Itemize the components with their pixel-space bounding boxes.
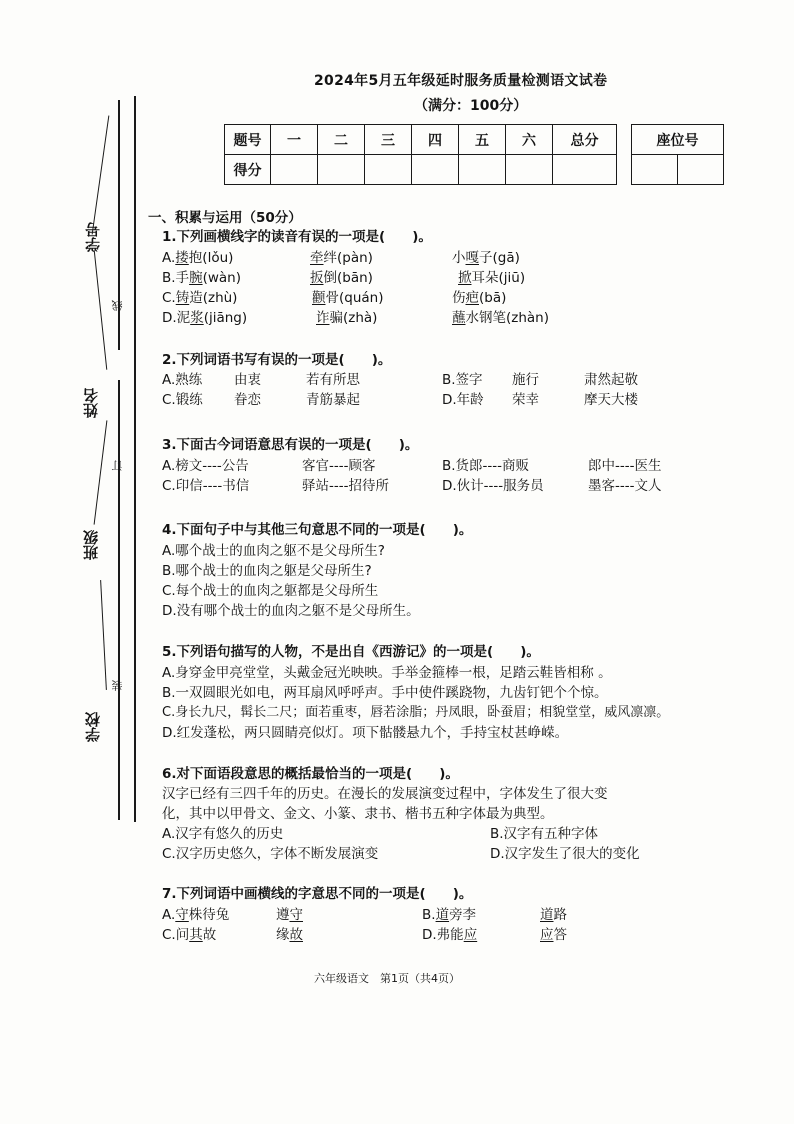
q6-option-a: A.汉字有悠久的历史 bbox=[162, 826, 284, 842]
score-header-cell: 题号 bbox=[225, 125, 271, 155]
question-3-stem: 3.下面古今词语意思有误的一项是( )。 bbox=[162, 437, 419, 453]
class-underline bbox=[94, 420, 108, 524]
score-cell[interactable] bbox=[412, 155, 459, 185]
score-header-cell: 六 bbox=[506, 125, 553, 155]
q1-option-b: B.手腕(wàn) bbox=[162, 270, 241, 286]
seat-number-cell[interactable] bbox=[678, 155, 724, 185]
score-header-cell: 二 bbox=[318, 125, 365, 155]
section-1-title: 一、积累与运用（50分） bbox=[148, 210, 302, 226]
q2-option-d-3: 摩天大楼 bbox=[584, 392, 638, 408]
score-table-header-row bbox=[225, 125, 617, 155]
exam-subtitle: （满分：100分） bbox=[414, 98, 528, 114]
q2-option-b-3: 肃然起敬 bbox=[584, 372, 638, 388]
q5-option-a: A.身穿金甲亮堂堂，头戴金冠光映映。手举金箍棒一根，足踏云鞋皆相称 。 bbox=[162, 665, 612, 681]
q7-option-c-1: C.问其故 bbox=[162, 927, 217, 943]
score-cell[interactable] bbox=[271, 155, 318, 185]
score-table bbox=[224, 124, 617, 185]
q1-option-c: C.铸造(zhù) bbox=[162, 290, 238, 306]
binding-line-outer bbox=[134, 96, 136, 822]
q6-option-d: D.汉字发生了很大的变化 bbox=[490, 846, 640, 862]
q2-option-a-3: 若有所思 bbox=[306, 372, 360, 388]
q7-option-a-1: A.守株待兔 bbox=[162, 907, 230, 923]
q3-option-b-1: B.货郎----商贩 bbox=[442, 458, 530, 474]
q2-option-a-1: A.熟练 bbox=[162, 372, 203, 388]
seat-number-label: 座位号 bbox=[632, 125, 724, 155]
q3-option-d-1: D.伙计----服务员 bbox=[442, 478, 544, 494]
q4-option-b: B.哪个战士的血肉之躯是父母所生? bbox=[162, 563, 372, 579]
q2-option-b-1: B.签字 bbox=[442, 372, 483, 388]
q1-option-d: D.泥浆(jiāng) bbox=[162, 310, 248, 326]
bind-mark: 订 bbox=[111, 460, 124, 471]
student-id-label: 学号 bbox=[84, 222, 102, 252]
q2-option-a-2: 由衷 bbox=[234, 372, 261, 388]
score-header-cell: 总分 bbox=[553, 125, 617, 155]
binding-line-inner bbox=[118, 100, 120, 350]
question-7-stem: 7.下列词语中画横线的字意思不同的一项是( )。 bbox=[162, 886, 473, 902]
score-header-cell: 四 bbox=[412, 125, 459, 155]
q1-option-b-2: 扳倒(bān) bbox=[310, 270, 373, 286]
page-footer: 六年级语文 第1页（共4页） bbox=[314, 972, 460, 985]
q3-option-a-1: A.榜文----公告 bbox=[162, 458, 249, 474]
q6-option-b: B.汉字有五种字体 bbox=[490, 826, 599, 842]
question-5-stem: 5.下列语句描写的人物，不是出自《西游记》的一项是( )。 bbox=[162, 644, 540, 660]
score-cell[interactable] bbox=[365, 155, 412, 185]
q2-option-c-3: 青筋暴起 bbox=[306, 392, 360, 408]
q7-option-d-2: 应答 bbox=[540, 927, 567, 943]
score-header-cell: 一 bbox=[271, 125, 318, 155]
score-header-cell: 五 bbox=[459, 125, 506, 155]
q3-option-a-2: 客官----顾客 bbox=[302, 458, 376, 474]
q6-passage-line-2: 化，其中以甲骨文、金文、小篆、隶书、楷书五种字体最为典型。 bbox=[162, 806, 554, 822]
score-table-score-row bbox=[225, 155, 617, 185]
class-label: 班级 bbox=[82, 530, 100, 560]
score-row-label: 得分 bbox=[225, 155, 271, 185]
score-cell[interactable] bbox=[459, 155, 506, 185]
line-mark: 线 bbox=[111, 300, 124, 311]
q5-option-b: B.一双圆眼光如电，两耳扇风呼呼声。手中使件蹊跷物，九齿钉钯个个惊。 bbox=[162, 685, 608, 701]
q1-option-a: A.搂抱(lǒu) bbox=[162, 250, 234, 266]
school-label: 学校 bbox=[84, 712, 102, 742]
school-underline bbox=[100, 580, 107, 690]
q5-option-d: D.红发蓬松，两只圆睛亮似灯。项下骷髅悬九个，手持宝杖甚峥嵘。 bbox=[162, 725, 569, 741]
score-cell[interactable] bbox=[506, 155, 553, 185]
student-id-underline bbox=[92, 116, 110, 235]
q6-passage-line-1: 汉字已经有三四千年的历史。在漫长的发展演变过程中，字体发生了很大变 bbox=[162, 786, 608, 802]
q4-option-a: A.哪个战士的血肉之躯不是父母所生? bbox=[162, 543, 385, 559]
question-6-stem: 6.对下面语段意思的概括最恰当的一项是( )。 bbox=[162, 766, 459, 782]
seal-mark: 装 bbox=[111, 680, 124, 691]
q2-option-c-1: C.锻练 bbox=[162, 392, 203, 408]
q5-option-c: C.身长九尺，髯长二尺；面若重枣，唇若涂脂；丹凤眼，卧蚕眉；相貌堂堂，威风凛凛。 bbox=[162, 705, 670, 720]
question-4-stem: 4.下面句子中与其他三句意思不同的一项是( )。 bbox=[162, 522, 473, 538]
q3-option-c-2: 驿站----招待所 bbox=[302, 478, 389, 494]
score-cell[interactable] bbox=[318, 155, 365, 185]
q1-option-d-3: 蘸水钢笔(zhàn) bbox=[452, 310, 550, 326]
name-underline bbox=[94, 250, 108, 369]
seat-table bbox=[631, 124, 724, 185]
q3-option-d-2: 墨客----文人 bbox=[588, 478, 662, 494]
seat-number-cell[interactable] bbox=[632, 155, 678, 185]
q7-option-d-1: D.弗能应 bbox=[422, 927, 478, 943]
q2-option-d-1: D.年龄 bbox=[442, 392, 484, 408]
q2-option-d-2: 荣幸 bbox=[512, 392, 539, 408]
q6-option-c: C.汉字历史悠久，字体不断发展演变 bbox=[162, 846, 379, 862]
q1-option-a-2: 牵绊(pàn) bbox=[310, 250, 373, 266]
binding-line-inner bbox=[118, 380, 120, 820]
q3-option-b-2: 郎中----医生 bbox=[588, 458, 662, 474]
q7-option-b-2: 道路 bbox=[540, 907, 567, 923]
q7-option-a-2: 遵守 bbox=[276, 907, 303, 923]
score-cell[interactable] bbox=[553, 155, 617, 185]
q1-option-b-3: 掀耳朵(jiū) bbox=[458, 270, 526, 286]
q7-option-b-1: B.道旁李 bbox=[422, 907, 477, 923]
score-header-cell: 三 bbox=[365, 125, 412, 155]
q4-option-c: C.每个战士的血肉之躯都是父母所生 bbox=[162, 583, 379, 599]
q7-option-c-2: 缘故 bbox=[276, 927, 303, 943]
q1-option-c-3: 伤疤(bā) bbox=[452, 290, 507, 306]
q4-option-d: D.没有哪个战士的血肉之躯不是父母所生。 bbox=[162, 603, 420, 619]
q3-option-c-1: C.印信----书信 bbox=[162, 478, 250, 494]
exam-title: 2024年5月五年级延时服务质量检测语文试卷 bbox=[314, 73, 608, 89]
question-2-stem: 2.下列词语书写有误的一项是( )。 bbox=[162, 352, 392, 368]
question-1-stem: 1.下列画横线字的读音有误的一项是( )。 bbox=[162, 229, 432, 245]
q2-option-c-2: 眷恋 bbox=[234, 392, 261, 408]
q1-option-c-2: 颧骨(quán) bbox=[312, 290, 384, 306]
q2-option-b-2: 施行 bbox=[512, 372, 539, 388]
q1-option-d-2: 诈骗(zhà) bbox=[316, 310, 378, 326]
name-label: 姓名 bbox=[82, 388, 100, 418]
q1-option-a-3: 小嘎子(gā) bbox=[452, 250, 520, 266]
